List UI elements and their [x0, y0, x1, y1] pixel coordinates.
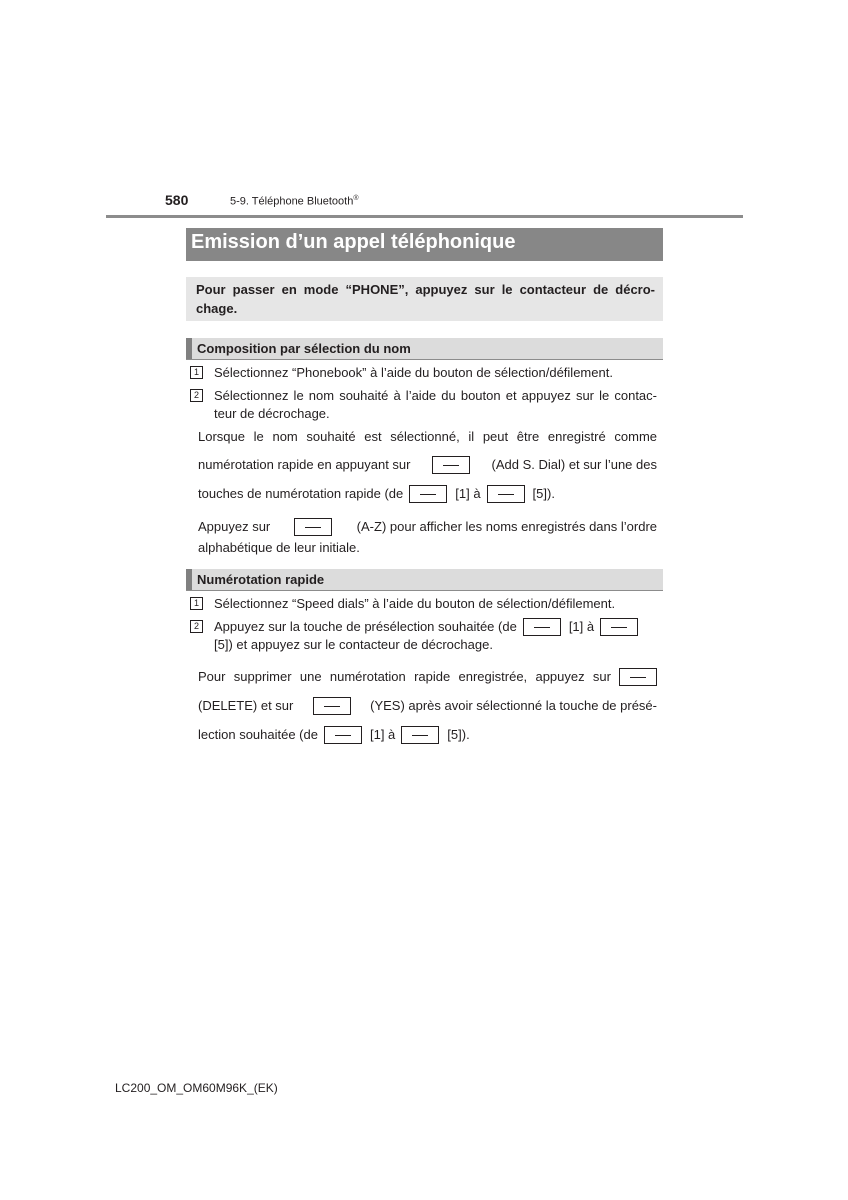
speed-dial-5-button-icon	[487, 485, 525, 503]
breadcrumb	[230, 195, 359, 208]
note-text: [1] à	[455, 486, 481, 501]
button-dash-icon	[498, 494, 514, 495]
note-text: touches de numérotation rapide (de	[198, 486, 404, 501]
speed-dial-1-button-icon	[409, 485, 447, 503]
page-number: 580	[165, 192, 189, 208]
note-text: [5]).	[532, 486, 555, 501]
header-rule	[106, 215, 743, 218]
note-1-line-3	[198, 485, 555, 503]
section-heading-text: Composition par sélection du nom	[197, 341, 411, 356]
note-3-line-2	[198, 697, 657, 715]
add-speed-dial-button-icon	[432, 456, 470, 474]
section-heading-bar	[186, 338, 192, 359]
page-title: Emission d’un appel téléphonique	[186, 228, 663, 261]
yes-button-icon	[313, 697, 351, 715]
delete-button-icon	[619, 668, 657, 686]
step-2-line-2: [5]) et appuyez sur le contacteur de décrochage.	[214, 637, 493, 652]
note-text: (YES) après avoir sélectionné la touche de présé-	[370, 698, 657, 713]
note-text: (DELETE) et sur	[198, 698, 294, 713]
intro-box: Pour passer en mode “PHONE”, appuyez sur le contacteur de décro-chage.	[186, 277, 663, 321]
note-2-line-2: alphabétique de leur initiale.	[198, 540, 360, 555]
note-text: lection souhaitée (de	[198, 727, 318, 742]
section-heading-name-dialing	[186, 338, 663, 360]
breadcrumb-text: 5-9. Téléphone Bluetooth	[230, 195, 354, 208]
registered-mark: ®	[353, 195, 359, 202]
section-heading-text: Numérotation rapide	[197, 572, 325, 587]
note-text: (A-Z) pour afficher les noms enregistrés dans l’ordre	[356, 519, 657, 534]
note-text: Appuyez sur	[198, 519, 271, 534]
button-dash-icon	[630, 677, 646, 678]
button-dash-icon	[420, 494, 436, 495]
preset-1-button-icon	[523, 618, 561, 636]
button-dash-icon	[443, 465, 459, 466]
step-1-text: Sélectionnez “Phonebook” à l’aide du bouton de sélection/défilement.	[214, 365, 613, 380]
button-dash-icon	[611, 627, 627, 628]
note-text: [1] à	[369, 727, 396, 742]
step-1-text: Sélectionnez “Speed dials” à l’aide du bouton de sélection/défilement.	[214, 596, 616, 611]
note-text: numérotation rapide en appuyant sur	[198, 457, 411, 472]
section-heading-speed-dial	[186, 569, 663, 591]
button-dash-icon	[305, 527, 321, 528]
note-3-line-3	[198, 726, 470, 744]
step-2-line-1	[214, 618, 657, 636]
note-3-line-1	[198, 668, 657, 686]
button-dash-icon	[324, 706, 340, 707]
step-2-line-1: Sélectionnez le nom souhaité à l’aide du bouton et appuyez sur le contac-	[214, 388, 657, 403]
note-1-line-2	[198, 456, 657, 474]
note-text: [5]).	[447, 727, 470, 742]
step-text: Appuyez sur la touche de présélection souhaitée (de	[214, 619, 517, 634]
step-number-icon: 2	[190, 620, 203, 633]
a-z-button-icon	[294, 518, 332, 536]
step-number-icon: 2	[190, 389, 203, 402]
step-number-icon: 1	[190, 366, 203, 379]
button-dash-icon	[534, 627, 550, 628]
note-text: (Add S. Dial) et sur l’une des	[491, 457, 657, 472]
preset-5-button-icon	[401, 726, 439, 744]
preset-5-button-icon	[600, 618, 638, 636]
button-dash-icon	[412, 735, 428, 736]
step-2-line-2: teur de décrochage.	[214, 406, 330, 421]
footer-code: LC200_OM_OM60M96K_(EK)	[115, 1081, 278, 1095]
note-text: Pour supprimer une numérotation rapide enregistrée, appuyez sur	[198, 669, 611, 684]
note-1-line-1: Lorsque le nom souhaité est sélectionné, il peut être enregistré comme	[198, 429, 657, 444]
step-text: [1] à	[568, 619, 595, 634]
step-number-icon: 1	[190, 597, 203, 610]
preset-1-button-icon	[324, 726, 362, 744]
button-dash-icon	[335, 735, 351, 736]
section-heading-bar	[186, 569, 192, 590]
note-2-line-1	[198, 518, 657, 536]
